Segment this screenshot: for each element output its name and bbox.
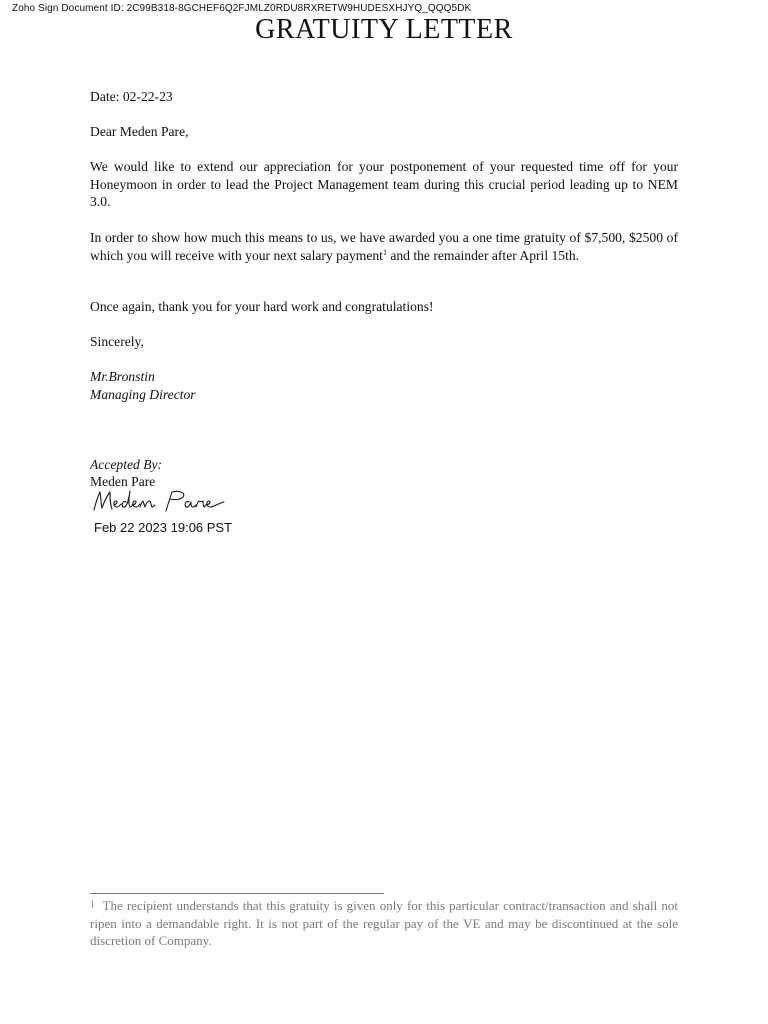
signer-title: Managing Director <box>90 387 196 402</box>
signer-name: Mr.Bronstin <box>90 369 155 384</box>
closing: Sincerely, <box>90 334 144 349</box>
page-title: GRATUITY LETTER <box>255 14 513 45</box>
footnote-marker: 1 <box>90 899 95 909</box>
footnote-divider <box>90 893 384 894</box>
document-id: Zoho Sign Document ID: 2C99B318-8GCHEF6Q2FJMLZ0RDU8RXRETW9HUDESXHJYQ_QQQ5DK <box>12 3 472 14</box>
footnote-reference: 1 <box>382 247 387 257</box>
paragraph-appreciation: We would like to extend our appreciation for your postponement of your requested time off for your Honeymoon in order to lead the Project Management team during this crucial period leading up to NEM 3.0. <box>90 159 678 210</box>
letter-date: Date: 02-22-23 <box>90 89 173 104</box>
footnote <box>90 896 678 950</box>
salutation: Dear Meden Pare, <box>90 124 189 139</box>
paragraph-gratuity <box>90 229 678 264</box>
signed-timestamp: Feb 22 2023 19:06 PST <box>94 520 233 535</box>
accepted-by-label: Accepted By: <box>90 457 163 472</box>
paragraph-gratuity-text-2: and the remainder after April 15th. <box>386 247 580 263</box>
footnote-text: The recipient understands that this gratuity is given only for this particular contract/transaction and shall not ripen into a demandable right. It is not part of the regular pay of the VE and may be discontinued at the sole discretion of Company. <box>90 898 678 949</box>
paragraph-thanks: Once again, thank you for your hard work and congratulations! <box>90 299 434 314</box>
handwritten-signature <box>90 486 230 518</box>
paragraph-gratuity-text-1: In order to show how much this means to us, we have awarded you a one time gratuity of $7,500, $2500 of which you will receive with your next salary payment <box>90 230 678 263</box>
acceptor-name: Meden Pare <box>90 474 156 489</box>
